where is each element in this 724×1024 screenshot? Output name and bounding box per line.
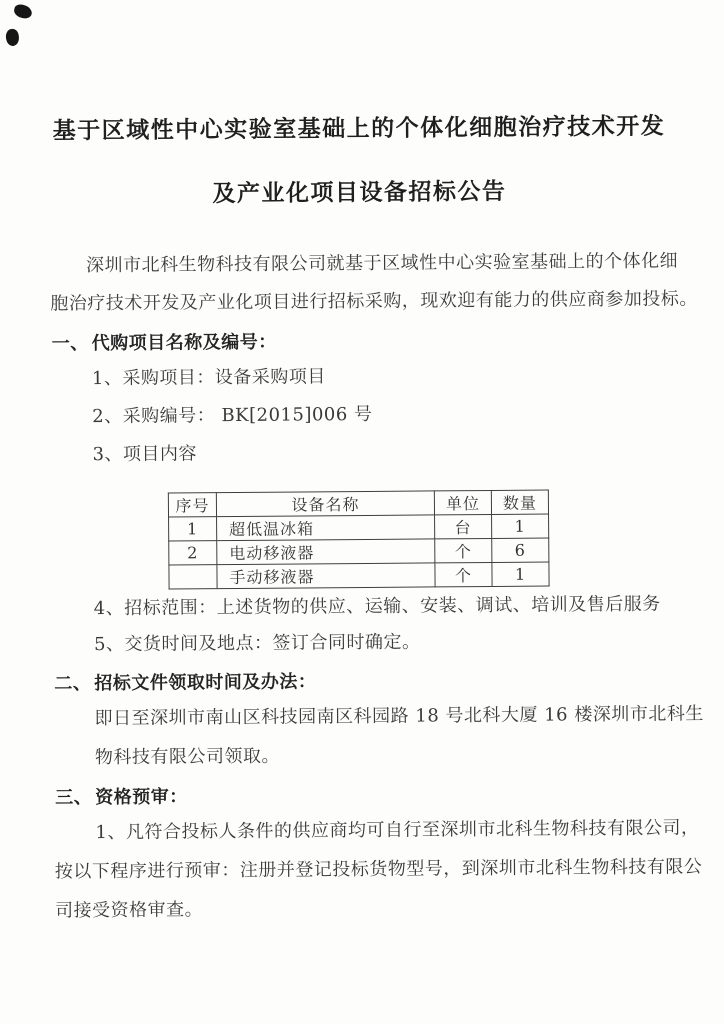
cell-quantity: 1: [492, 514, 549, 538]
section1-heading: [52, 328, 277, 356]
cell-quantity: 6: [492, 538, 549, 562]
section3-body-line2: 按以下程序进行预审：注册并登记投标货物型号，到深圳市北科生物科技有限公: [54, 856, 703, 883]
section1-item3: 3、项目内容: [92, 443, 198, 466]
section1-item2: 2、采购编号： BK[2015]006 号: [92, 403, 373, 428]
intro-paragraph-line2: 胞治疗技术开发及产业化项目进行招标采购，现欢迎有能力的供应商参加投标。: [50, 288, 698, 315]
section3-heading: [55, 782, 188, 809]
header-device-name: 设备名称: [216, 491, 434, 517]
section2-number: 二、: [54, 673, 92, 695]
section1-number: 一、: [51, 333, 89, 355]
section3-body-line1: 1、凡符合投标人条件的供应商均可自行至深圳市北科生物科技有限公司，: [95, 817, 700, 844]
section3-heading-text: 资格预审：: [95, 786, 188, 809]
section2-body-line2: 物科技有限公司领取。: [94, 745, 280, 769]
equipment-table-header-row: [168, 490, 548, 517]
cell-unit: 个: [435, 538, 492, 562]
header-quantity: 数量: [491, 490, 548, 514]
cell-quantity: 1: [492, 562, 549, 586]
section3-number: 三、: [55, 787, 93, 809]
table-row: [169, 514, 549, 541]
cell-device-name: 电动移液器: [217, 539, 435, 565]
table-row: [169, 562, 549, 589]
header-seq: 序号: [168, 493, 216, 517]
intro-paragraph-line1: 深圳市北科生物科技有限公司就基于区域性中心实验室基础上的个体化细: [85, 250, 679, 277]
section1-item1: 1、采购项目：设备采购项目: [91, 366, 326, 390]
section3-body-line3: 司接受资格审查。: [55, 899, 204, 922]
cell-unit: 台: [435, 514, 492, 538]
cell-seq: 2: [169, 541, 217, 565]
cell-device-name: 手动移液器: [217, 563, 435, 589]
table-row: [169, 538, 549, 565]
section2-heading-text: 招标文件领取时间及办法：: [94, 671, 317, 695]
section1-heading-text: 代购项目名称及编号：: [91, 331, 277, 355]
cell-seq: 1: [169, 517, 217, 541]
document-title-line1: 基于区域性中心实验室基础上的个体化细胞治疗技术开发: [52, 112, 666, 145]
cell-device-name: 超低温冰箱: [217, 515, 435, 541]
section2-heading: [54, 667, 316, 695]
document-title-line2: 及产业化项目设备招标公告: [212, 177, 507, 208]
equipment-table: [168, 490, 550, 590]
cell-unit: 个: [435, 562, 492, 586]
section1-item5: 5、交货时间及地点：签订合同时确定。: [93, 631, 421, 656]
section1-item4: 4、招标范围：上述货物的供应、运输、安装、调试、培训及售后服务: [93, 593, 661, 620]
section2-body-line1: 即日至深圳市南山区科技园南区科园路 18 号北科大厦 16 楼深圳市北科生: [94, 703, 704, 730]
cell-seq: [169, 565, 217, 589]
header-unit: 单位: [434, 490, 491, 514]
